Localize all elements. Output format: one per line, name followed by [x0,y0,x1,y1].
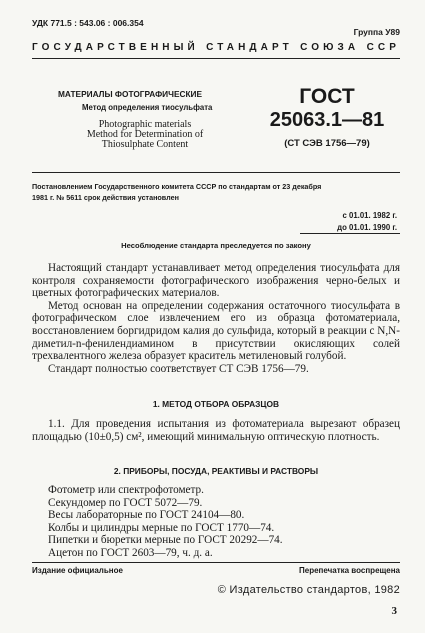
validity-to: до 01.01. 1990 г. [337,223,397,232]
standard-type-heading: ГОСУДАРСТВЕННЫЙ СТАНДАРТ СОЮЗА ССР [32,42,400,53]
validity-from: с 01.01. 1982 г. [342,211,397,220]
document-title-ru: МАТЕРИАЛЫ ФОТОГРАФИЧЕСКИЕ [58,89,203,99]
decree-line: Постановлением Государственного комитета СССР по стандартам от 23 декабря [32,182,322,191]
intro-paragraph: Стандарт полностью соответствует СТ СЭВ 1756—79. [48,362,309,375]
section-1-text [32,418,400,443]
list-item: Фотометр или спектрофотометр. [48,484,204,496]
intro-paragraph: Метод основан на определении содержания остаточного тиосульфата в фотографическом слое извлечением его из образца фотоматериала, восстановлением боргидридом калия до сульфида, который в реакции с N,N-диметил-n-фенилендиамином в присутствии окисляющих солей трехвалентного железа образует краситель метиленовый голубой. [32,299,400,363]
decree-line: 1981 г. № 5611 срок действия установлен [32,193,179,202]
intro-text [32,262,400,375]
title-en-line: Method for Determination of [86,129,204,140]
header-divider [32,58,400,59]
list-item: Пипетки и бюретки мерные по ГОСТ 20292—74. [48,534,283,547]
page-number: 3 [391,605,397,617]
validity-underline [300,233,400,234]
udc-code: УДК 771.5 : 543.06 : 006.354 [32,18,144,28]
footer-divider [32,562,400,563]
gost-number: 25063.1—81 [269,109,385,131]
reprint-notice: Перепечатка воспрещена [299,566,400,575]
title-divider [32,172,400,173]
legal-warning: Несоблюдение стандарта преследуется по закону [121,241,311,250]
list-item: Весы лабораторные по ГОСТ 24104—80. [48,509,245,522]
title-en-line: Thiosulphate Content [101,139,189,150]
list-item: Колбы и цилиндры мерные по ГОСТ 1770—74. [48,521,275,534]
section-1-heading: 1. МЕТОД ОТБОРА ОБРАЗЦОВ [152,399,280,409]
list-item: Секундомер по ГОСТ 5072—79. [48,496,203,509]
document-title-en [80,120,210,150]
title-en-line: Photographic materials [98,119,192,130]
equipment-list [48,484,283,560]
sev-reference: (СТ СЭВ 1756—79) [284,138,370,149]
list-item: Ацетон по ГОСТ 2603—79, ч. д. а. [48,546,213,559]
section-2-heading: 2. ПРИБОРЫ, ПОСУДА, РЕАКТИВЫ И РАСТВОРЫ [113,466,319,476]
intro-paragraph: Настоящий стандарт устанавливает метод определения тиосульфата для контроля сохраняемости фотографического изображения черно-белых и цветных фотографических материалов. [32,262,400,300]
group-code: Группа У89 [353,27,400,37]
copyright-notice: © Издательство стандартов, 1982 [217,584,400,596]
document-subtitle-ru: Метод определения тиосульфата [82,103,213,112]
section-1-paragraph: 1.1. Для проведения испытания из фотоматериала вырезают образец площадью (10±0,5) см², имеющий минимальную оптическую плотность. [32,418,400,443]
gost-label: ГОСТ [299,85,355,108]
official-edition: Издание официальное [32,566,123,575]
